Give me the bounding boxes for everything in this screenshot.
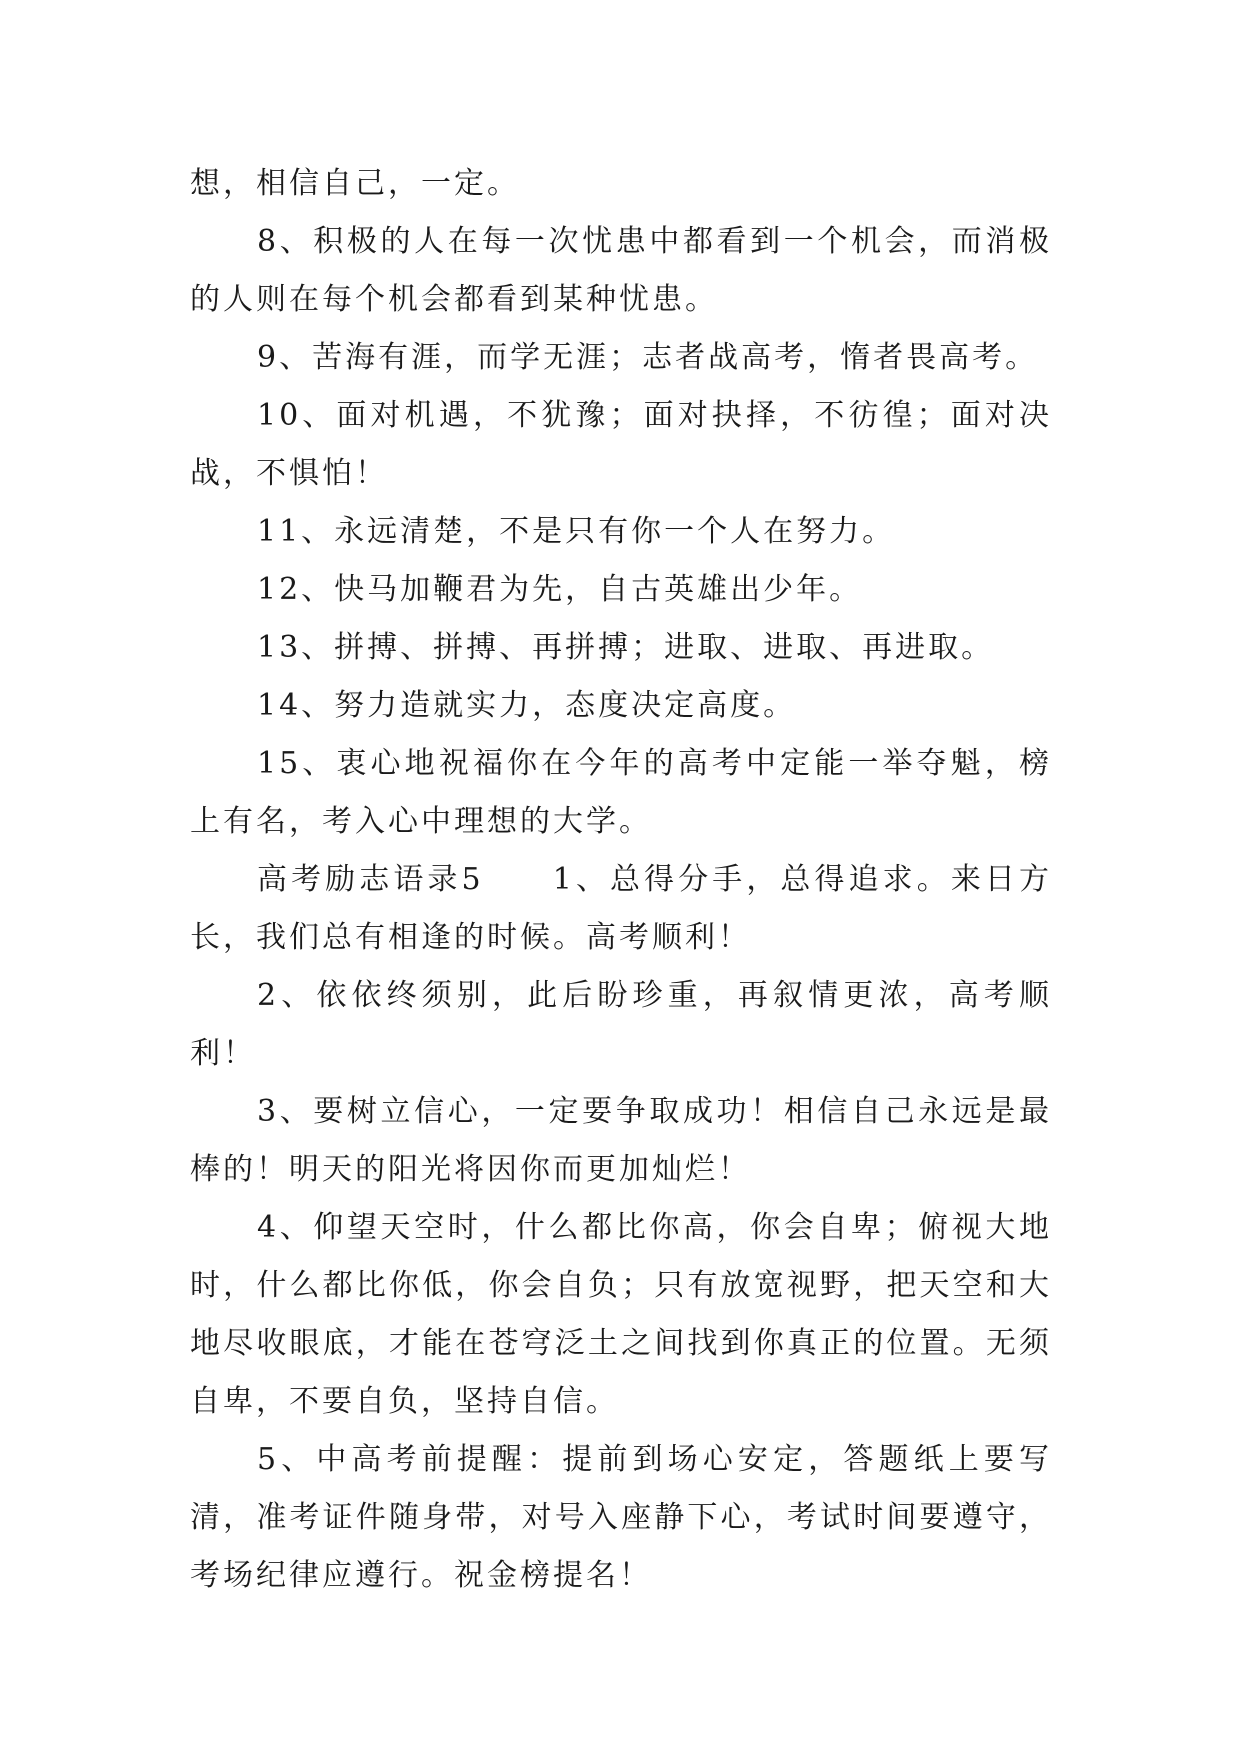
body-text <box>190 155 1052 1605</box>
paragraph-3: 10、面对机遇，不犹豫；面对抉择，不彷徨；面对决战，不惧怕！ <box>190 398 1052 491</box>
paragraph-12: 4、仰望天空时，什么都比你高，你会自卑；俯视大地时，什么都比你低，你会自负；只有放宽视野，把天空和大地尽收眼底，才能在苍穹泛土之间找到你真正的位置。无须自卑，不要自负，坚持自信。 <box>190 1210 1052 1419</box>
paragraph-4: 11、永远清楚，不是只有你一个人在努力。 <box>257 514 896 549</box>
paragraph-5: 12、快马加鞭君为先，自古英雄出少年。 <box>257 572 863 607</box>
paragraph-0: 想，相信自己，一定。 <box>190 166 520 201</box>
paragraph-2: 9、苦海有涯，而学无涯；志者战高考，惰者畏高考。 <box>257 340 1039 375</box>
paragraph-11: 3、要树立信心，一定要争取成功！相信自己永远是最棒的！明天的阳光将因你而更加灿烂！ <box>190 1094 1052 1187</box>
paragraph-6: 13、拼搏、拼搏、再拼搏；进取、进取、再进取。 <box>257 630 995 665</box>
paragraph-1: 8、积极的人在每一次忧患中都看到一个机会，而消极的人则在每个机会都看到某种忧患。 <box>190 224 1052 317</box>
paragraph-10: 2、依依终须别，此后盼珍重，再叙情更浓，高考顺利！ <box>190 978 1052 1071</box>
paragraph-7: 14、努力造就实力，态度决定高度。 <box>257 688 797 723</box>
paragraph-9: 高考励志语录5 1、总得分手，总得追求。来日方长，我们总有相逢的时候。高考顺利！ <box>190 862 1052 955</box>
paragraph-13: 5、中高考前提醒：提前到场心安定，答题纸上要写清，准考证件随身带，对号入座静下心，考试时间要遵守，考场纪律应遵行。祝金榜提名！ <box>190 1442 1052 1593</box>
paragraph-8: 15、衷心地祝福你在今年的高考中定能一举夺魁，榜上有名，考入心中理想的大学。 <box>190 746 1052 839</box>
